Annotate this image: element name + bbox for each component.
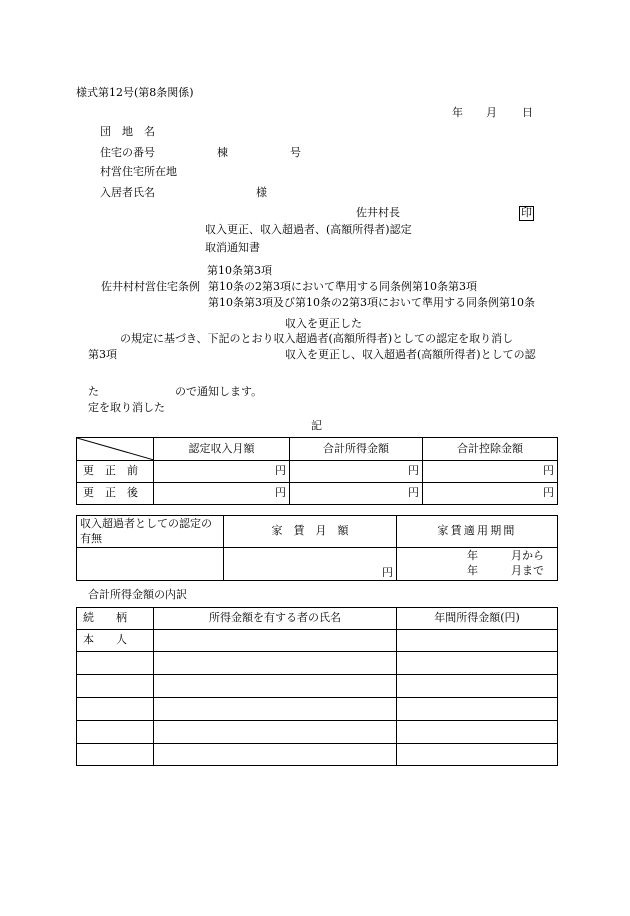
issuer-name: 佐井村長 <box>356 206 400 219</box>
gou-label: 号 <box>290 146 301 159</box>
header-income-monthly: 認定収入月額 <box>154 438 290 461</box>
row-label-before: 更 正 前 <box>77 461 154 483</box>
table-row <box>77 652 558 675</box>
ref-option-a: 第10条第3項 <box>207 264 272 277</box>
continuation-text: 定を取り消した <box>88 401 165 414</box>
rent-table <box>76 515 558 581</box>
header-annual-income: 年間所得金額(円) <box>397 608 558 630</box>
breakdown-table <box>76 607 558 766</box>
header-total-income: 合計所得金額 <box>290 438 423 461</box>
from-year: 年 <box>467 549 478 562</box>
breakdown-caption: 合計所得金額の内訳 <box>88 588 187 601</box>
header-rent-period: 家賃適用期間 <box>397 516 558 548</box>
date-year: 年 <box>452 106 463 119</box>
header-relationship: 続 柄 <box>77 608 154 630</box>
resident-name-label: 入居者氏名 <box>100 186 155 199</box>
option-corrected: 収入を更正した <box>285 317 362 330</box>
table-row <box>77 675 558 698</box>
income-table <box>76 437 558 505</box>
notice-phrase: ので通知します。 <box>175 385 263 398</box>
house-number-label: 住宅の番号 <box>100 146 155 159</box>
yen-unit: 円 <box>290 461 423 483</box>
from-month: 月から <box>511 549 544 562</box>
yen-unit: 円 <box>154 461 290 483</box>
yen-unit: 円 <box>423 483 558 505</box>
to-year: 年 <box>467 564 478 577</box>
row-label-after: 更 正 後 <box>77 483 154 505</box>
yen-unit: 円 <box>290 483 423 505</box>
rent-period-cell <box>397 548 558 581</box>
table-row <box>77 483 558 505</box>
title-line1: 収入更正、収入超過者、(高額所得者)認定 <box>205 223 412 236</box>
table-row <box>77 744 558 766</box>
date-month: 月 <box>486 106 497 119</box>
title-line2: 取消通知書 <box>205 241 260 254</box>
excess-recognition-value <box>77 548 224 581</box>
danchi-label: 団 地 名 <box>100 125 155 138</box>
location-label: 村営住宅所在地 <box>100 165 177 178</box>
form-number: 様式第12号(第8条関係) <box>76 86 194 99</box>
ending-ta: た <box>88 385 99 398</box>
option-corrected-and-revoked: 収入を更正し、収入超過者(高額所得者)としての認 <box>285 348 536 361</box>
ref-option-c: 第10条第3項及び第10条の2第3項において準用する同条例第10条 <box>208 296 535 309</box>
header-total-deduction: 合計控除金額 <box>423 438 558 461</box>
table-row <box>77 630 558 652</box>
yen-unit: 円 <box>423 461 558 483</box>
to-month: 月まで <box>511 564 544 577</box>
rent-yen-unit: 円 <box>224 548 397 581</box>
ki-heading: 記 <box>311 419 322 432</box>
header-excess-recognition: 収入超過者としての認定の有無 <box>77 516 224 548</box>
relationship-self: 本 人 <box>77 630 154 652</box>
table-row <box>77 698 558 721</box>
yen-unit: 円 <box>154 483 290 505</box>
header-monthly-rent: 家 賃 月 額 <box>224 516 397 548</box>
table-row <box>77 461 558 483</box>
diagonal-header-cell <box>77 438 154 461</box>
main-sentence: の規定に基づき、下記のとおり収入超過者(高額所得者)としての認定を取り消し <box>120 332 514 345</box>
seal-mark: 印 <box>521 206 532 219</box>
ref-option-b: 第10条の2第3項において準用する同条例第10条第3項 <box>208 280 477 293</box>
ordinance-name: 佐井村村営住宅条例 <box>101 280 200 293</box>
diagonal-line <box>77 438 154 460</box>
ref-tail: 第3項 <box>88 348 117 361</box>
table-row <box>77 721 558 744</box>
date-day: 日 <box>522 106 533 119</box>
sama-label: 様 <box>256 186 267 199</box>
header-earner-name: 所得金額を有する者の氏名 <box>154 608 397 630</box>
tou-label: 棟 <box>217 146 228 159</box>
